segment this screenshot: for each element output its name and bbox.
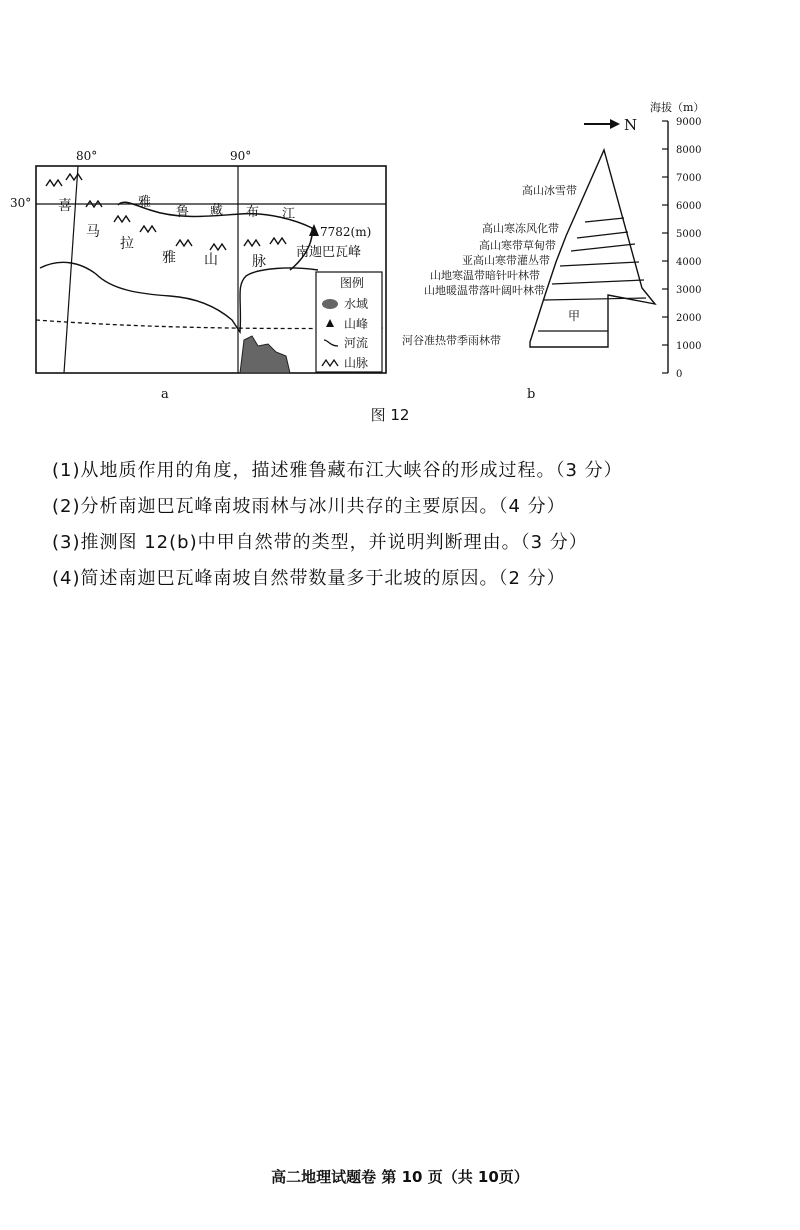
lon-80-label: 80°	[76, 149, 98, 163]
zone-label: 高山寒带草甸带	[479, 239, 556, 252]
north-arrowhead-icon	[610, 119, 620, 129]
map-legend	[316, 272, 382, 372]
axis-title: 海拔（m）	[650, 101, 705, 114]
legend-item: 山脉	[344, 356, 369, 370]
water-legend-icon	[322, 299, 338, 309]
profile-b	[402, 100, 704, 400]
range-char: 马	[86, 224, 100, 240]
legend-item: 河流	[344, 336, 369, 350]
axis-tick-label: 4000	[676, 257, 702, 268]
zone-label: 山地寒温带暗针叶林带	[430, 269, 540, 282]
river-char: 布	[246, 205, 260, 220]
question-2: (2)分析南迦巴瓦峰南坡雨林与冰川共存的主要原因。（4 分）	[52, 496, 566, 517]
question-4: (4)简述南迦巴瓦峰南坡自然带数量多于北坡的原因。（2 分）	[52, 568, 566, 589]
page-footer: 高二地理试题卷 第 10 页（共 10页）	[271, 1168, 529, 1186]
axis-tick-label: 2000	[676, 313, 702, 324]
zone-label: 高山冰雪带	[522, 184, 577, 197]
lat-30-label: 30°	[10, 196, 32, 210]
water-body	[240, 336, 290, 373]
zone-jia: 甲	[568, 309, 581, 323]
legend-title: 图例	[340, 276, 365, 290]
sublabel-a: a	[161, 387, 169, 400]
axis-tick-label: 8000	[676, 145, 702, 156]
range-char: 雅	[162, 250, 176, 266]
north-label: N	[624, 116, 638, 134]
river-char: 江	[282, 207, 296, 222]
sublabel-b: b	[527, 387, 536, 400]
zone-label: 亚高山寒带灌丛带	[462, 254, 550, 267]
peak-name: 南迦巴瓦峰	[296, 245, 362, 260]
figure-12	[0, 0, 800, 400]
map-a	[10, 149, 386, 400]
axis-tick-label: 1000	[676, 341, 702, 352]
question-1: (1)从地质作用的角度，描述雅鲁藏布江大峡谷的形成过程。（3 分）	[52, 460, 623, 481]
axis-tick-label: 0	[676, 369, 683, 380]
legend-item: 山峰	[344, 317, 369, 331]
range-char: 拉	[120, 236, 134, 252]
question-3: (3)推测图 12(b)中甲自然带的类型，并说明判断理由。（3 分）	[52, 532, 588, 553]
lon-90-label: 90°	[230, 149, 252, 163]
river-char: 藏	[210, 203, 224, 218]
boundary-line	[40, 262, 318, 332]
range-char: 山	[204, 252, 218, 268]
zone-label: 河谷准热带季雨林带	[402, 334, 501, 347]
river-char: 雅	[138, 195, 152, 210]
figure-caption: 图 12	[370, 406, 410, 424]
range-char: 喜	[58, 198, 72, 214]
river-char: 鲁	[176, 205, 190, 220]
axis-tick-label: 5000	[676, 229, 702, 240]
axis-tick-label: 6000	[676, 201, 702, 212]
zone-label: 高山寒冻风化带	[482, 222, 559, 235]
legend-item: 水域	[344, 297, 369, 311]
peak-icon	[309, 224, 319, 236]
axis-tick-label: 7000	[676, 173, 702, 184]
peak-elevation: 7782(m)	[320, 225, 372, 239]
axis-tick-label: 3000	[676, 285, 702, 296]
axis-tick-label: 9000	[676, 117, 702, 128]
zone-label: 山地暖温带落叶阔叶林带	[424, 284, 545, 297]
range-char: 脉	[252, 254, 266, 270]
